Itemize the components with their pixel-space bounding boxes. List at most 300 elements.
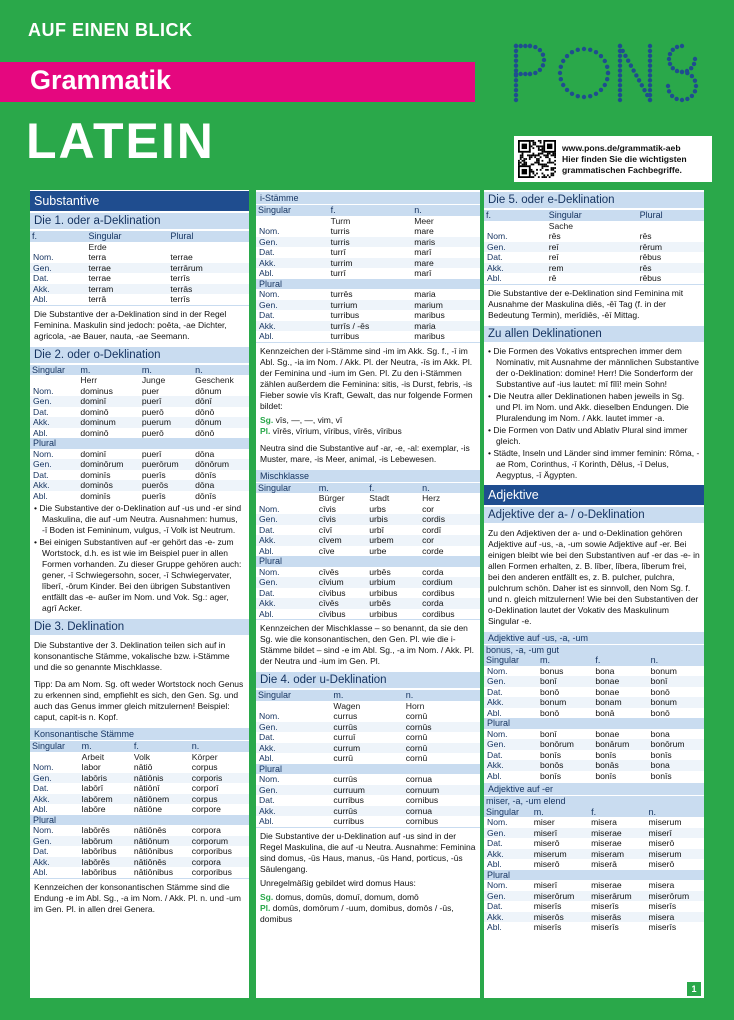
form-cell: maribus [414,310,445,320]
table-row [256,806,480,817]
header-cell: Singular [256,205,329,216]
form-cell: miserārum [589,891,646,902]
form-cell: corporum [190,836,249,847]
table-row [484,828,704,839]
form-cell: maria [412,321,480,332]
form-cell: bonōs [538,760,593,771]
table-row [484,263,704,274]
form-cell: terram [86,284,168,295]
table-row [256,722,480,733]
case-label: Abl. [487,770,502,781]
table-header-row [484,807,704,818]
gloss-cell: Herr [80,375,98,385]
table-row [30,252,249,263]
case-label: Akk. [484,263,547,274]
case-label: Dat. [33,273,49,283]
case-label: Gen. [256,785,331,796]
header-cell: Singular [30,741,80,752]
form-cell: corda [420,598,480,609]
table-row [484,252,704,263]
form-cell: labōrum [80,836,132,847]
bonus-table [484,645,704,782]
form-cell: miserīs [648,901,677,911]
form-cell: currūs [331,722,403,733]
table-row [30,836,249,847]
case-label: Gen. [256,722,331,733]
form-cell: corporis [190,773,249,784]
plural-row [30,815,249,826]
table-row [256,226,480,237]
gloss-cell [30,375,78,386]
form-cell: miserum [648,817,682,827]
header-cell: n. [412,205,480,216]
miser-title: Adjektive auf -er [484,783,704,795]
form-cell: miserum [647,849,704,860]
header-cell: Singular [86,231,168,242]
vis-sg-label: Sg. [260,414,274,425]
form-cell: cor [422,503,435,514]
header-cell: Singular [547,210,638,221]
table-row [30,773,249,784]
form-cell: nātiōnis [132,773,190,784]
header-cell: f. [367,483,420,494]
case-label: Abl. [487,859,502,869]
decl1-table [30,231,249,305]
domus-pl-label: Pl. [260,902,271,913]
gloss-row [256,701,480,712]
form-cell: cīvis [318,503,336,514]
table-row [256,774,480,785]
gloss-cell: Körper [191,751,218,762]
case-label: Abl. [259,816,274,826]
table-row [484,708,704,719]
case-label: Akk. [256,598,317,609]
table-row [256,300,480,311]
form-cell: cordis [420,514,480,525]
table-row [30,762,249,773]
form-cell: puerīs [141,490,166,501]
form-cell: miserī [532,828,589,839]
form-cell: cīvibus [318,608,346,619]
form-cell: bonae [593,676,648,687]
plural-label: Plural [256,764,480,775]
table-row [30,294,249,305]
table-row [256,525,480,536]
header-cell: n. [420,483,480,494]
domus-irreg: Unregelmäßig gebildet wird domus Haus: [260,877,416,888]
form-cell: cordibus [422,587,455,598]
form-cell: dominōrum [78,459,139,470]
case-label: Nom. [33,825,54,835]
table-row [30,386,249,397]
form-cell: cīvī [318,524,333,535]
case-label: Nom. [259,289,280,299]
table-header-row [484,655,704,666]
decl4-title: Die 4. oder u-Deklination [256,672,480,688]
table-row [30,491,249,502]
form-cell: turrīs / -ēs [329,321,413,332]
gloss-row [256,216,480,227]
qr-info-box[interactable] [514,136,712,182]
form-cell: cornuum [404,785,480,796]
form-cell: urbibus [369,587,398,598]
vis-sg: vīs, —, —, vim, vī [275,414,343,425]
case-label: Nom. [259,774,280,784]
qr-note: Hier finden Sie die wichtigsten grammatischen Fachbegriffe. [562,153,687,175]
form-cell: mare [414,226,434,236]
form-cell: miserīs [533,901,562,911]
form-cell: puerō [141,427,164,438]
table-row [484,859,704,870]
header-cell: Singular [256,690,331,701]
form-cell: turribus [330,331,360,341]
adjective-gloss: miser, -a, -um elend [484,796,704,807]
section-adjektive: Adjektive [484,485,704,505]
form-cell: bonum [649,697,704,708]
form-cell: maria [414,289,436,299]
table-row [484,901,704,912]
gloss-row [30,752,249,763]
form-cell: dominus [80,385,113,396]
header-cell: f. [30,231,86,242]
table-row [30,273,249,284]
pons-logo-icon [510,40,710,106]
case-label: Dat. [259,524,275,535]
case-label: Abl. [487,273,502,283]
list-item: • Die Formen des Vokativs entsprechen immer dem Nominativ, mit Ausnahme der männlichen Substantive der o-Deklination: domine! Herr! Die Sonderform der Substantive auf -ius lautet: mī fīlī! mein Sohn! [488,345,699,389]
table-row [30,459,249,470]
decl5-table [484,210,704,284]
case-label: Gen. [256,300,329,311]
form-cell: miser [533,817,555,827]
form-cell: currūs [333,774,358,784]
header-cell: n. [404,690,480,701]
form-cell: miserae [591,838,622,848]
gloss-cell [256,216,329,227]
form-cell: labor [81,762,101,772]
case-label: Akk. [256,806,331,817]
plural-label: Plural [30,438,249,449]
domus-forms [256,892,480,928]
form-cell: bonō [540,707,560,718]
form-cell: turrī [330,247,346,257]
table-row [256,577,480,588]
table-row [484,880,704,891]
table-row [30,470,249,481]
istamm-note1: Kennzeichen der i-Stämme sind -im im Akk. Sg. f., -ī im Abl. Sg., -ia im Nom. / Akk. Pl. der Neutra, -īs im Akk. Pl. der Feminina und -ium im Gen. Pl. Zu den i-Stämmen zählen außerdem die Feminina: sitis, -is Durst, febris, -is Fieber sowie vīs Kraft, Gewalt, das nur folgende Formen bildet: [256,342,480,415]
table-row [256,588,480,599]
gloss-row [484,645,704,656]
form-cell: cīvium [317,577,367,588]
table-row [256,732,480,743]
form-cell: currū [333,753,353,763]
kons-title: Konsonantische Stämme [30,728,249,740]
form-cell: currus [333,711,358,721]
table-header-row [30,741,249,752]
table-row [484,849,704,860]
header-cell: m. [78,365,139,376]
form-cell: labōribus [81,867,117,877]
form-cell: labōrem [80,794,132,805]
case-label: Dat. [259,732,275,742]
table-row [256,237,480,248]
subject-title: Grammatik [30,65,172,95]
form-cell: urbēs [369,566,391,577]
form-cell: dōnōrum [193,459,249,470]
table-row [256,785,480,796]
form-cell: miserās [589,912,646,923]
form-cell: dominī [80,448,107,459]
form-cell: puerum [140,417,193,428]
form-cell: dominōs [78,480,139,491]
decl2-notes [30,501,249,617]
qr-text [562,143,708,176]
form-cell: bonīs [595,770,617,781]
case-label: Dat. [33,406,49,417]
allg-notes [484,344,704,484]
table-row [256,795,480,806]
case-label: Nom. [259,503,280,514]
form-cell: turrī [330,268,346,278]
gloss-row [30,242,249,253]
table-row [484,891,704,902]
decl4-table [256,690,480,827]
gloss-cell [256,701,331,712]
case-label: Akk. [484,912,532,923]
form-cell: miserīs [648,922,677,932]
form-cell: puerōrum [140,459,193,470]
form-cell: dōnō [195,406,215,417]
table-row [256,609,480,620]
header-cell: f. [484,210,547,221]
form-cell: bonī [540,728,557,739]
table-header-row [256,690,480,701]
table-row [256,504,480,515]
decl1-title: Die 1. oder a-Deklination [30,213,249,229]
table-header-row [256,483,480,494]
form-cell: miserōs [532,912,589,923]
form-cell: turrium [329,300,413,311]
table-row [484,750,704,761]
case-label: Akk. [484,760,538,771]
case-label: Dat. [33,783,49,793]
gloss-cell: Junge [141,375,166,385]
table-row [256,567,480,578]
plural-label: Plural [484,870,704,881]
form-cell: terrae [170,252,193,262]
form-cell: miserīs [591,901,619,911]
table-row [484,242,704,253]
form-cell: miseram [589,849,646,860]
plural-row [256,556,480,567]
form-cell: dōna [195,448,215,459]
form-cell: curribus [333,795,364,805]
case-label: Nom. [33,762,54,772]
form-cell: puerōs [140,480,193,491]
plural-label: Plural [256,556,480,567]
case-label: Abl. [259,268,274,278]
table-row [484,231,704,242]
adjective-gloss: bonus, -a, -um gut [484,645,704,656]
form-cell: cornua [405,774,433,784]
table-row [30,449,249,460]
table-row [484,912,704,923]
form-cell: misera [648,880,675,890]
allg-title: Zu allen Deklinationen [484,326,704,342]
case-label: Nom. [487,665,508,676]
qr-code-icon[interactable] [518,140,556,178]
plural-row [30,438,249,449]
form-cell: labōrēs [80,857,132,868]
form-cell: terrā [88,294,107,304]
case-label: Gen. [484,242,547,253]
list-item: • Städte, Inseln und Länder sind immer feminin: Rōma, -ae Rom, Corinthus, -ī Korinth, Dēlus, -ī Delus, Aegyptus, -ī Ägypten. [488,447,700,480]
form-cell: curruī [333,732,356,742]
header-cell: n. [193,365,249,376]
form-cell: bonās [593,760,648,771]
header-cell: f. [329,205,413,216]
form-cell: cornū [405,753,428,763]
case-label: Abl. [259,545,274,556]
gloss-cell: Horn [405,700,425,711]
form-cell: nātiōnibus [133,867,174,877]
table-row [484,760,704,771]
form-cell: cornūs [404,722,480,733]
form-cell: miserōrum [647,891,704,902]
case-label: Akk. [256,535,317,546]
decl1-note: Die Substantive der a-Deklination sind in der Regel Feminina. Maskulin sind jedoch: poēta, -ae Dichter, agricola, -ae Bauer, nauta, -ae Seemann. [30,305,249,345]
case-label: Gen. [30,836,80,847]
case-label: Gen. [256,577,317,588]
plural-label: Plural [484,718,704,729]
decl4-note: Die Substantive der u-Deklination auf -us sind in der Regel Maskulina, die auf -u Neutra. Ausnahme: Feminina sind domus, -ūs Haus, manus, -ūs Hand, porticus, -ūs Säulengang. [256,827,480,878]
header-cell: n. [647,807,704,818]
form-cell: miserae [591,880,622,890]
form-cell: turris [330,226,350,236]
decl5-title: Die 5. oder e-Deklination [484,192,704,208]
case-label: Gen. [484,891,532,902]
table-row [30,794,249,805]
case-label: Nom. [487,880,508,890]
case-label: Dat. [487,901,503,911]
table-row [256,753,480,764]
domus-pl: domūs, domōrum / -uum, domibus, domōs / -ūs, domibus [260,902,454,924]
case-label: Abl. [259,608,274,619]
gloss-cell: Erde [88,241,107,252]
decl5-note: Die Substantive der e-Deklination sind Feminina mit Ausnahme der Maskulina diēs, -ēī Tag (f. in der Bedeutung Termin), merīdiēs, -ēī Mittag. [484,284,704,324]
form-cell: dominum [78,417,139,428]
form-cell: bonum [538,697,593,708]
form-cell: urbī [369,524,385,535]
form-cell: dōnum [193,417,249,428]
case-label: Akk. [484,849,532,860]
form-cell: nātiōnem [132,794,190,805]
form-cell: miserae [589,828,646,839]
form-cell: urbs [369,503,386,514]
form-cell: currūs [331,806,403,817]
case-label: Gen. [484,676,538,687]
header-cell: Plural [638,210,704,221]
table-row [256,310,480,321]
form-cell: maribus [414,331,445,341]
list-item: • Die Neutra aller Deklinationen haben jeweils in Sg. und Pl. im Nom. und Akk. dieselben Endungen. Die Pluralendung im Nom. / Akk. lautet immer -a. [488,390,689,423]
form-cell: dōnīs [195,469,217,480]
form-cell: cīve [318,545,335,556]
case-label: Nom. [259,226,280,236]
form-cell: bonārum [593,739,648,750]
table-row [256,743,480,754]
form-cell: corporī [191,783,219,793]
case-label: Dat. [259,310,275,320]
decl2-title: Die 2. oder o-Deklination [30,347,249,363]
qr-url[interactable]: www.pons.de/grammatik-aeb [562,142,681,153]
form-cell: bonōrum [649,739,704,750]
case-label: Gen. [30,459,78,470]
table-row [484,676,704,687]
form-cell: corpus [190,794,249,805]
table-row [256,546,480,557]
case-label: Dat. [487,749,503,760]
form-cell: bonōrum [538,739,593,750]
table-row [30,867,249,878]
gloss-cell: Herz [422,493,441,503]
decl3-tipp: Tipp: Da am Nom. Sg. oft weder Wortstock noch Genus zu erkennen sind, empfiehlt es sich, den Gen. Sg. und auch das Genus immer gleich mitzulernen! Beispiel: caput, capit-is n. Kopf. [34,679,244,722]
form-cell: bonus [540,665,564,676]
form-cell: cornū [405,711,428,721]
case-label: Nom. [487,817,508,827]
case-label: Abl. [33,804,48,814]
case-label: Abl. [33,427,48,438]
vis-pl-label: Pl. [260,425,271,436]
case-label: Gen. [256,514,317,525]
form-cell: bonae [595,728,620,739]
misch-title: Mischklasse [256,470,480,482]
form-cell: cīvēs [318,566,339,577]
bonus-title: Adjektive auf -us, -a, -um [484,632,704,644]
case-label: Gen. [30,263,86,274]
list-item: • Die Formen von Dativ und Ablativ Plural sind immer gleich. [488,424,688,446]
form-cell: bonam [593,697,648,708]
form-cell: terrae [86,263,168,274]
case-label: Akk. [30,417,78,428]
header-cell: m. [80,741,132,752]
table-row [484,771,704,782]
form-cell: rēs [548,231,561,241]
form-cell: urbe [369,545,387,556]
case-label: Dat. [259,587,275,598]
form-cell: cordibus [422,608,455,619]
form-cell: marium [412,300,480,311]
form-cell: corporibus [191,846,232,856]
form-cell: terrārum [168,263,249,274]
table-row [484,273,704,284]
form-cell: bona [595,665,615,676]
form-cell: currum [331,743,403,754]
adj1-title: Adjektive der a- / o-Deklination [484,507,704,523]
form-cell: dōnum [195,385,222,396]
form-cell: dōnī [193,396,249,407]
form-cell: corpus [191,762,218,772]
vis-forms [256,415,480,440]
case-label: Akk. [30,284,86,295]
gloss-cell: Bürger [318,493,345,503]
form-cell: urbium [367,577,420,588]
form-cell: labōrēs [81,825,110,835]
case-label: Nom. [487,728,508,739]
table-row [484,817,704,828]
form-cell: turribus [330,310,360,320]
list-item: • Bei einigen Substantiven auf -er gehört das -e- zum Wortstock, d.h. es ist wie im Beispiel puer in allen Formen vorhanden. Zu dieser Gruppe gehören auch: gener, -ī Schwiegersohn, socer, -ī Schwiegervater, līberī, -ōrum Kinder. Bei den übrigen Substantiven entfällt das -e- außer im Nom. und Vok. Sg.: ager, agrī Acker. [34,537,242,613]
